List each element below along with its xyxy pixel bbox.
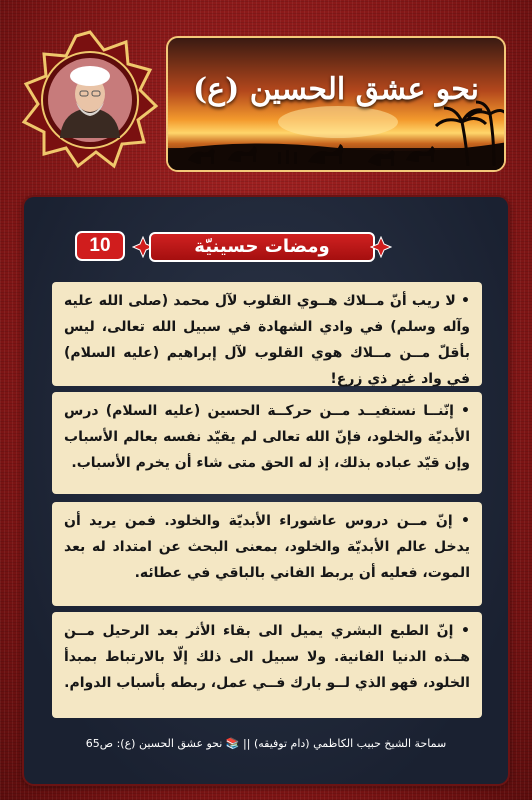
paragraph-box-4: • إنّ الطبع البشري يميل الى بقاء الأثر بعد الرحيل مــن هــذه الدنيا الفانية. ولا سبيل الى ذلك إلّا بالارتباط بمبدأ الخلود، فهو الذي لــو بارك فــي عمل، ربطه بأسباب الدوام. <box>52 612 482 718</box>
portrait-medallion <box>20 30 160 170</box>
title-banner <box>166 36 506 172</box>
paragraph-box-1: • لا ريب أنّ مــلاك هــوي القلوب لآل محمد (صلى الله عليه وآله وسلم) في وادي الشهادة في سبيل الله تعالى، ليس بأقلّ مــن مــلاك هوي القلوب لآل إبراهيم (عليه السلام) في واد غير ذي زرع! <box>52 282 482 386</box>
footer-credit: سماحة الشيخ حبيب الكاظمي (دام توفيقه) || 📚 نحو عشق الحسين (ع): ص65 <box>85 737 447 750</box>
ornament-right-icon <box>370 236 392 258</box>
header <box>0 0 532 195</box>
post-number-badge: 10 <box>75 231 125 261</box>
series-title-badge: ومضات حسينيّة <box>149 232 375 262</box>
paragraph-box-3: • إنّ مــن دروس عاشوراء الأبديّة والخلود. فمن يريد أن يدخل عالم الأبديّة والخلود، بمعنى البحث عن امتداد له بعد الموت، فعليه أن يربط الفاني بالباقي في عطائه. <box>52 502 482 606</box>
banner-title: نحو عشق الحسين (ع) <box>192 72 479 107</box>
paragraph-box-2: • إنّنــا نستفيــد مــن حركــة الحسين (عليه السلام) درس الأبديّة والخلود، فإنّ الله تعالى لم يقيّد نفسه بعالم الأسباب وإن قيّد عباده بذلك، إذ له الحق متى شاء أن يخرم الأسباب. <box>52 392 482 494</box>
